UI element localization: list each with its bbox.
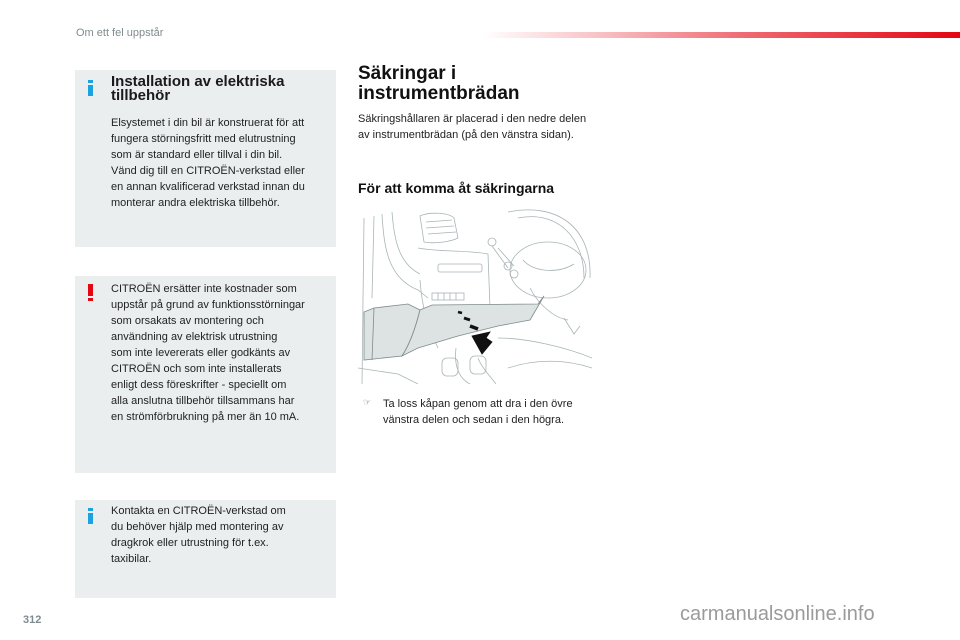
info-icon [88,80,93,96]
watermark: carmanualsonline.info [680,603,875,625]
info-panel-installation [75,70,336,247]
warning-panel-liability [75,276,336,473]
panel-text: Kontakta en CITROËN-verkstad om du behöver hjälp med montering av dragkrok eller utrustning för t.ex. taxibilar. [111,505,286,565]
dashboard-fuse-cover-illustration [358,208,592,384]
info-icon [88,508,93,524]
pointing-hand-bullet-icon: ☞ [363,397,372,407]
section-title: Säkringar i instrumentbrädan [358,63,520,104]
page-number: 312 [23,614,42,626]
panel-title: Installation av elektriska tillbehör [111,73,285,104]
warning-icon [88,284,93,301]
header-accent-rule [482,32,960,38]
instruction-step: Ta loss kåpan genom att dra i den övre vänstra delen och sedan i den högra. [383,398,573,426]
info-panel-contact [75,500,336,598]
panel-text: CITROËN ersätter inte kostnader som uppstår på grund av funktionsstörningar som orsakats av montering och användning av elektrisk utrustning som inte levererats eller godkänts av CITROËN och som inte installerats enligt dess föreskrifter - speciellt om alla anslutna tillbehör tillsammans har en strömförbrukning på mer än 10 mA. [111,283,305,423]
section-intro: Säkringshållaren är placerad i den nedre delen av instrumentbrädan (på den vänstra sidan). [358,113,587,141]
header-section-title: Om ett fel uppstår [76,27,164,39]
subsection-title: För att komma åt säkringarna [358,180,555,196]
panel-text: Elsystemet i din bil är konstruerat för att fungera störningsfritt med elutrustning som är standard eller tillval i din bil. Vänd dig till en CITROËN-verkstad eller en annan kvalificerad verkstad innan du monterar andra elektriska tillbehör. [111,117,305,209]
